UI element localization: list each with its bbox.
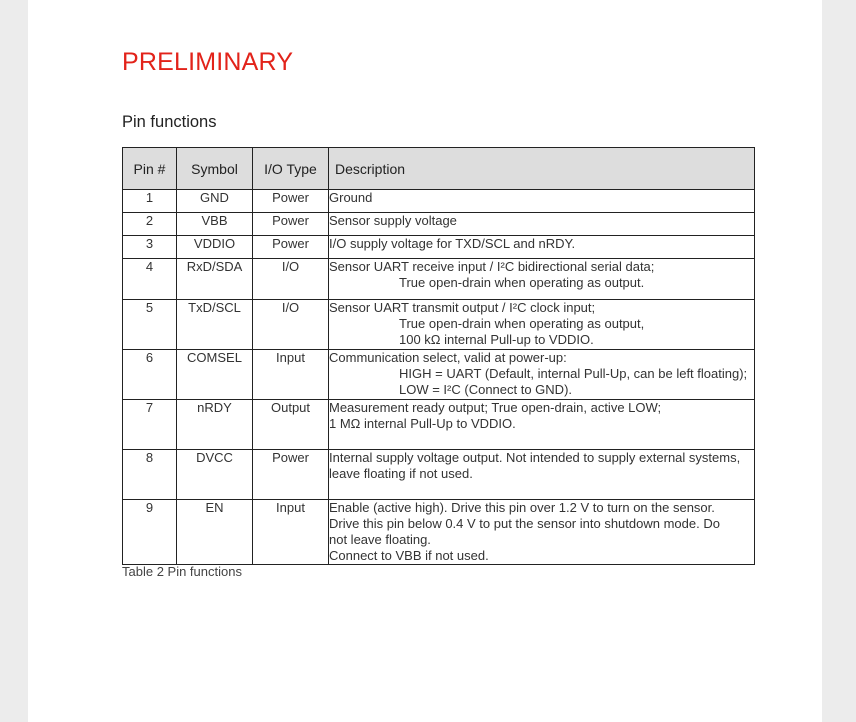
pin-symbol: TxD/SCL (177, 300, 253, 350)
pin-number: 8 (123, 450, 177, 500)
description-line: Enable (active high). Drive this pin over 1.2 V to turn on the sensor. (329, 500, 715, 515)
description-line: Sensor UART receive input / I²C bidirectional serial data; (329, 259, 655, 274)
preliminary-banner: PRELIMINARY (122, 48, 294, 76)
pin-symbol: VBB (177, 213, 253, 236)
description-line: leave floating if not used. (329, 466, 473, 481)
pin-number: 1 (123, 190, 177, 213)
description-line: Internal supply voltage output. Not intended to supply external systems, (329, 450, 741, 465)
pin-number: 2 (123, 213, 177, 236)
pin-number: 7 (123, 400, 177, 450)
description-line: HIGH = UART (Default, internal Pull-Up, can be left floating); (399, 366, 748, 381)
pin-functions-table (122, 147, 755, 565)
table-row (123, 450, 755, 500)
pin-io-type: Power (253, 236, 329, 259)
description-line: not leave floating. (329, 532, 431, 547)
description-line: Connect to VBB if not used. (329, 548, 489, 563)
pin-io-type: Input (253, 500, 329, 565)
document-page (28, 0, 822, 722)
table-row (123, 500, 755, 565)
pin-description (329, 236, 755, 259)
description-line: Sensor supply voltage (329, 213, 457, 228)
pin-number: 9 (123, 500, 177, 565)
pin-description (329, 400, 755, 450)
description-line: True open-drain when operating as output, (399, 316, 645, 331)
pin-description (329, 350, 755, 400)
table-row (123, 190, 755, 213)
pin-symbol: RxD/SDA (177, 259, 253, 300)
pin-symbol: EN (177, 500, 253, 565)
table-row (123, 400, 755, 450)
description-line: Ground (329, 190, 373, 205)
pin-io-type: I/O (253, 300, 329, 350)
header-description: Description (329, 148, 755, 190)
table-row (123, 350, 755, 400)
header-symbol: Symbol (177, 148, 253, 190)
description-line: I/O supply voltage for TXD/SCL and nRDY. (329, 236, 576, 251)
pin-symbol: COMSEL (177, 350, 253, 400)
table-row (123, 300, 755, 350)
table-row (123, 213, 755, 236)
pin-number: 3 (123, 236, 177, 259)
pin-symbol: GND (177, 190, 253, 213)
pin-io-type: Power (253, 450, 329, 500)
pin-io-type: Input (253, 350, 329, 400)
description-line: True open-drain when operating as output. (399, 275, 645, 290)
pin-number: 6 (123, 350, 177, 400)
pin-number: 4 (123, 259, 177, 300)
pin-description (329, 300, 755, 350)
header-io-type: I/O Type (253, 148, 329, 190)
pin-number: 5 (123, 300, 177, 350)
pin-io-type: Output (253, 400, 329, 450)
pin-io-type: I/O (253, 259, 329, 300)
pin-io-type: Power (253, 190, 329, 213)
table-row (123, 259, 755, 300)
table-row (123, 236, 755, 259)
pin-io-type: Power (253, 213, 329, 236)
description-line: Sensor UART transmit output / I²C clock input; (329, 300, 596, 315)
pin-description (329, 500, 755, 565)
description-line: Communication select, valid at power-up: (329, 350, 567, 365)
pin-description (329, 190, 755, 213)
pin-description (329, 450, 755, 500)
section-title: Pin functions (122, 113, 217, 131)
pin-symbol: nRDY (177, 400, 253, 450)
table-header-row (123, 148, 755, 190)
description-line: Measurement ready output; True open-drain, active LOW; (329, 400, 662, 415)
pin-symbol: DVCC (177, 450, 253, 500)
table-caption: Table 2 Pin functions (122, 564, 242, 579)
pin-description (329, 213, 755, 236)
description-line: 100 kΩ internal Pull-up to VDDIO. (399, 332, 594, 347)
description-line: Drive this pin below 0.4 V to put the sensor into shutdown mode. Do (329, 516, 720, 531)
header-pin: Pin # (123, 148, 177, 190)
pin-description (329, 259, 755, 300)
description-line: LOW = I²C (Connect to GND). (399, 382, 573, 397)
description-line: 1 MΩ internal Pull-Up to VDDIO. (329, 416, 516, 431)
pin-symbol: VDDIO (177, 236, 253, 259)
